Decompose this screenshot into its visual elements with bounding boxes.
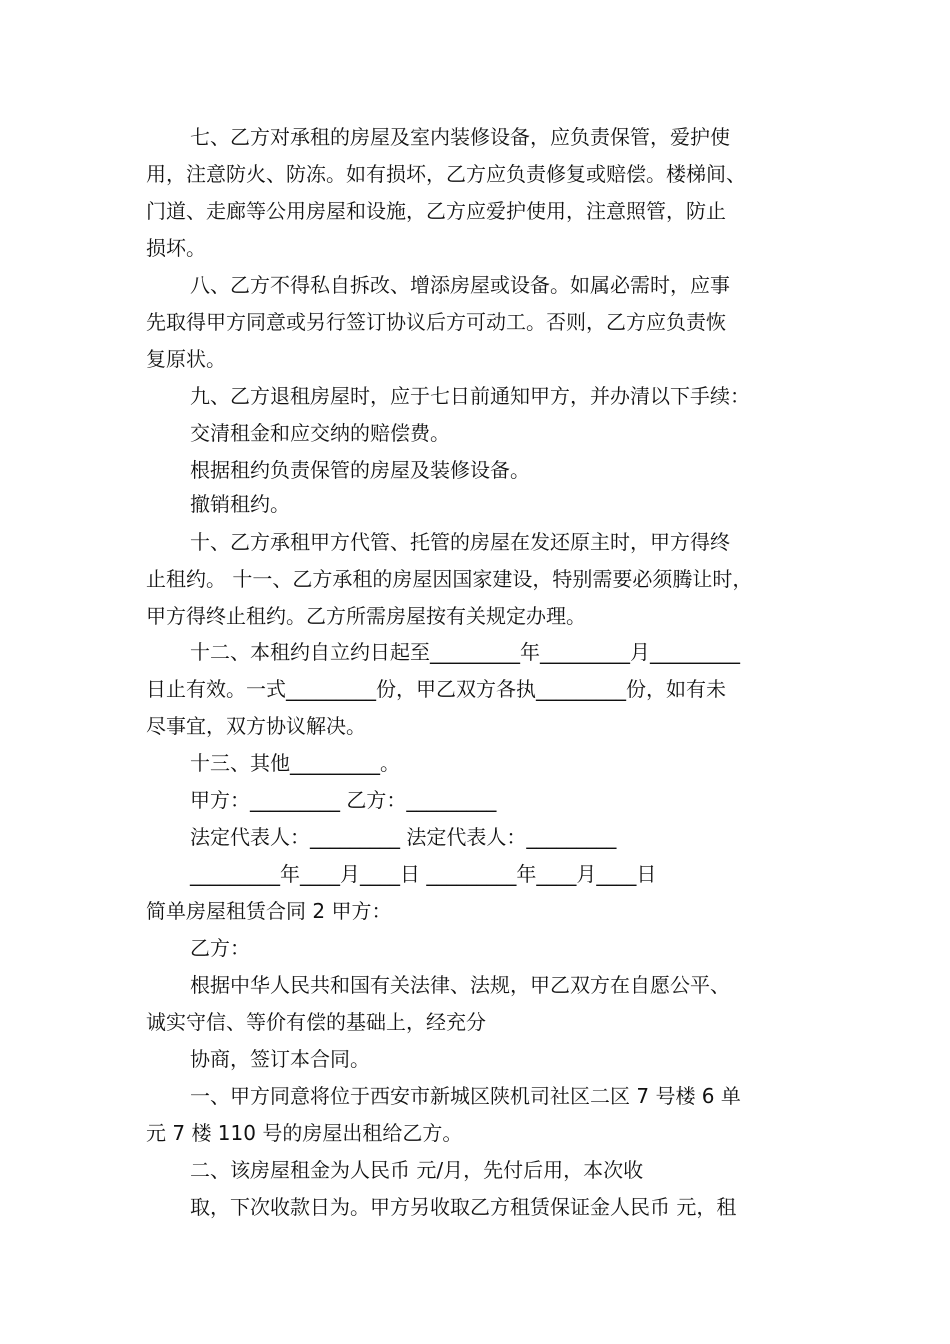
paragraph-line: 十、乙方承租甲方代管、托管的房屋在发还原主时，甲方得终 <box>190 530 730 554</box>
paragraph-line: 一、甲方同意将位于西安市新城区陕机司社区二区 7 号楼 6 单 <box>190 1084 741 1108</box>
paragraph-line: 日止有效。一式_________份，甲乙双方各执_________份，如有未 <box>146 677 726 701</box>
paragraph-line: 十二、本租约自立约日起至_________年_________月_________ <box>190 640 740 664</box>
paragraph-line: 门道、走廊等公用房屋和设施，乙方应爱护使用，注意照管，防止 <box>146 199 726 223</box>
paragraph-line: 撤销租约。 <box>190 492 290 516</box>
paragraph-line: 尽事宜，双方协议解决。 <box>146 714 366 738</box>
paragraph-line: 甲方得终止租约。乙方所需房屋按有关规定办理。 <box>146 604 586 628</box>
paragraph-line: 十三、其他_________。 <box>190 751 400 775</box>
paragraph-line: 止租约。 十一、乙方承租的房屋因国家建设，特别需要必须腾让时， <box>146 567 753 591</box>
paragraph-line: 根据租约负责保管的房屋及装修设备。 <box>190 458 530 482</box>
paragraph-line: 取，下次收款日为。甲方另收取乙方租赁保证金人民币 元，租 <box>190 1195 737 1219</box>
date-line: _________年____月____日 _________年____月____日 <box>190 862 657 886</box>
paragraph-line: 协商，签订本合同。 <box>190 1047 370 1071</box>
paragraph-line: 用，注意防火、防冻。如有损坏，乙方应负责修复或赔偿。楼梯间、 <box>146 162 746 186</box>
paragraph-line: 乙方： <box>190 936 250 960</box>
paragraph-line: 复原状。 <box>146 347 226 371</box>
paragraph-line: 损坏。 <box>146 236 206 260</box>
paragraph-line: 交清租金和应交纳的赔偿费。 <box>190 421 450 445</box>
paragraph-line: 二、该房屋租金为人民币 元/月，先付后用，本次收 <box>190 1158 644 1182</box>
signature-line: 法定代表人：_________ 法定代表人：_________ <box>190 825 617 849</box>
section-heading: 简单房屋租赁合同 2 甲方： <box>146 899 392 923</box>
paragraph-line: 八、乙方不得私自拆改、增添房屋或设备。如属必需时，应事 <box>190 273 730 297</box>
paragraph-line: 诚实守信、等价有偿的基础上，经充分 <box>146 1010 486 1034</box>
paragraph-line: 九、乙方退租房屋时，应于七日前通知甲方，并办清以下手续： <box>190 384 750 408</box>
paragraph-line: 元 7 楼 110 号的房屋出租给乙方。 <box>146 1121 463 1145</box>
paragraph-line: 根据中华人民共和国有关法律、法规，甲乙双方在自愿公平、 <box>190 973 730 997</box>
paragraph-line: 七、乙方对承租的房屋及室内装修设备，应负责保管，爱护使 <box>190 125 730 149</box>
paragraph-line: 先取得甲方同意或另行签订协议后方可动工。否则，乙方应负责恢 <box>146 310 726 334</box>
signature-line: 甲方：_________ 乙方：_________ <box>190 788 497 812</box>
